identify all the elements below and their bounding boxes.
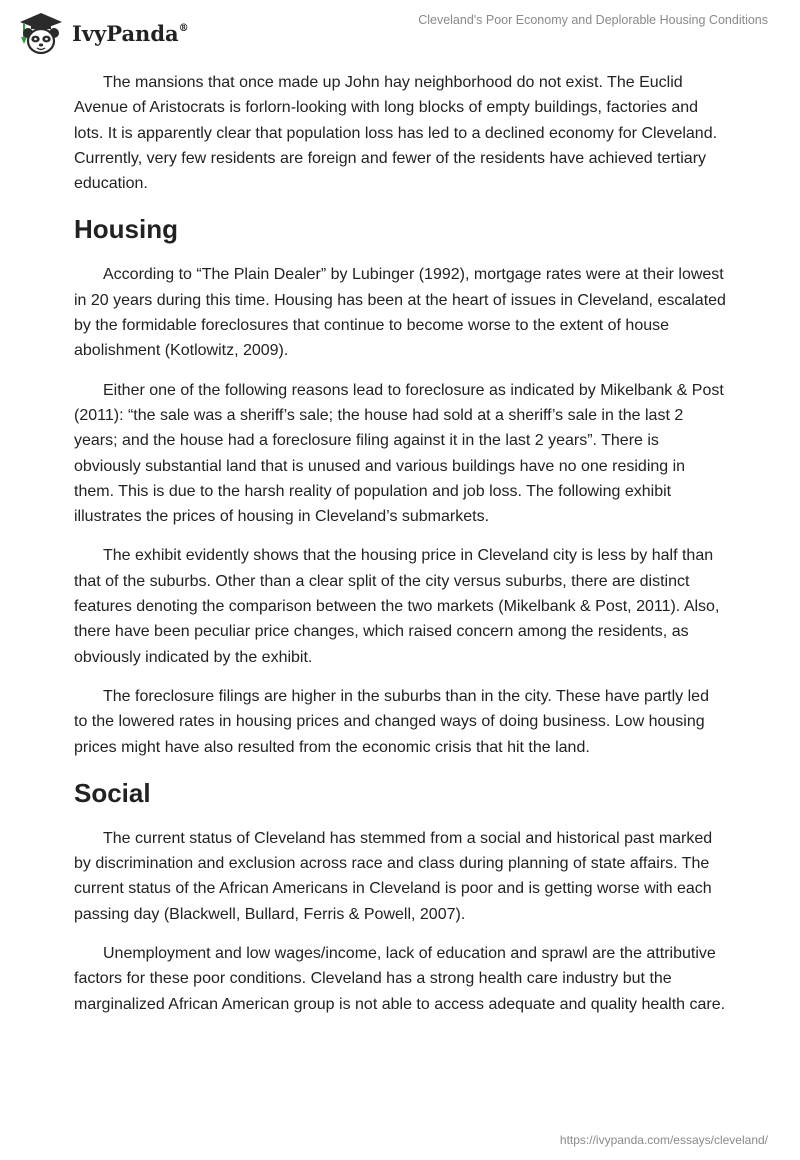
ivypanda-logo[interactable]: [16, 8, 189, 58]
housing-paragraph-1: According to “The Plain Dealer” by Lubinger (1992), mortgage rates were at their lowest in 20 years during this time. Housing has been at the heart of issues in Cleveland, escalated by the formidable foreclosures that continue to become worse to the extent of house abolishment (Kotlowitz, 2009).: [74, 266, 726, 360]
social-heading: Social: [74, 777, 151, 808]
registered-mark: ®: [178, 22, 189, 34]
source-url[interactable]: https://ivypanda.com/essays/cleveland/: [559, 1133, 768, 1147]
intro-paragraph: The mansions that once made up John hay neighborhood do not exist. The Euclid Avenue of Aristocrats is forlorn-looking with long blocks of empty buildings, factories and lots. It is apparently clear that population loss has led to a declined economy for Cleveland. Currently, very few residents are foreign and fewer of the residents have achieved tertiary education.: [74, 74, 718, 193]
housing-paragraph-2: Either one of the following reasons lead to foreclosure as indicated by Mikelbank & Post (2011): “the sale was a sheriff’s sale; the house had sold at a sheriff’s sale in the last 2 years; and the house had a foreclosure filing against it in the last 2 years”. There is obviously substantial land that is unused and various buildings have no one residing in them. This is due to the harsh reality of population and job loss. The following exhibit illustrates the prices of housing in Cleveland’s submarkets.: [74, 381, 724, 526]
page-header: [0, 0, 800, 60]
document-title: Cleveland's Poor Economy and Deplorable Housing Conditions: [418, 13, 768, 27]
social-paragraph-1: The current status of Cleveland has stemmed from a social and historical past marked by discrimination and exclusion across race and class during planning of state affairs. The current status of the African Americans in Cleveland is poor and is getting worse with each passing day (Blackwell, Bullard, Ferris & Powell, 2007).: [74, 829, 713, 923]
social-paragraph-2: Unemployment and low wages/income, lack of education and sprawl are the attributive factors for these poor conditions. Cleveland has a strong health care industry but the marginalized African American group is not able to access adequate and quality health care.: [74, 945, 726, 1013]
brand-name: IvyPanda®: [72, 20, 189, 46]
housing-paragraph-3: The exhibit evidently shows that the housing price in Cleveland city is less by half than that of the suburbs. Other than a clear split of the city versus suburbs, there are distinct features denoting the comparison between the two markets (Mikelbank & Post, 2011). Also, there have been peculiar price changes, which raised concern among the residents, as obviously indicated by the exhibit.: [74, 547, 720, 666]
housing-heading: Housing: [74, 214, 178, 245]
housing-paragraph-4: The foreclosure filings are higher in the suburbs than in the city. These have partly led to the lowered rates in housing prices and changed ways of doing business. Low housing prices might have also resulted from the economic crisis that hit the land.: [74, 687, 709, 756]
essay-body: [74, 70, 726, 1031]
panda-graduate-icon: [16, 11, 66, 55]
